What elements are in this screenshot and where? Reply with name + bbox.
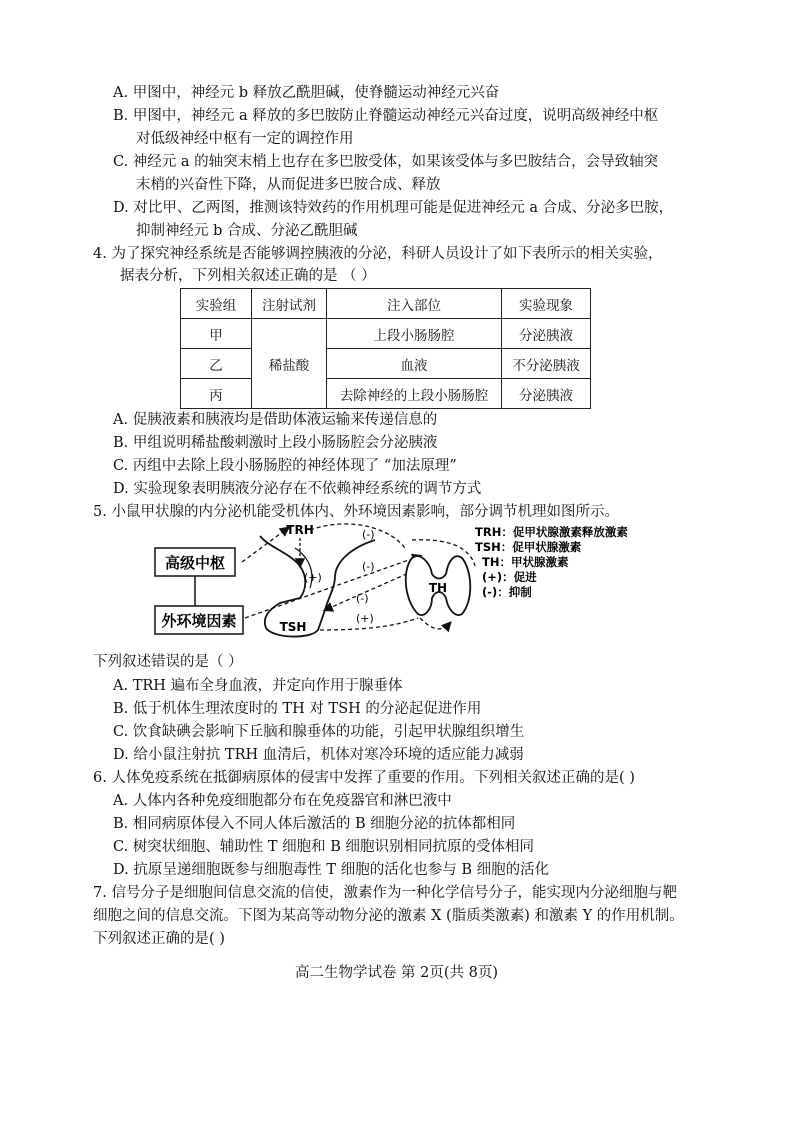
- minus-label-3: (-): [362, 528, 375, 541]
- table-header: 注入部位: [327, 289, 502, 319]
- q7-stem: 7. 信号分子是细胞间信息交流的信使，激素作为一种化学信号分子，能实现内分泌细胞与靶: [93, 885, 677, 901]
- regulation-diagram: [150, 518, 640, 648]
- q3-option-d-cont: 抑制神经元 b 合成、分泌乙酰胆碱: [136, 223, 358, 239]
- plus-label-2: (+): [356, 612, 374, 625]
- trh-label: TRH: [286, 523, 314, 537]
- table-header-row: [181, 289, 591, 319]
- q3-option-c-cont: 末梢的兴奋性下降，从而促进多巴胺合成、释放: [136, 177, 441, 193]
- q6-option-a: A. 人体内各种免疫细胞都分布在免疫器官和淋巴液中: [113, 793, 452, 809]
- minus-label-1: (-): [356, 592, 369, 605]
- table-header: 实验组: [181, 289, 252, 319]
- table-cell-result: 分泌胰液: [502, 319, 591, 349]
- table-cell-result: 分泌胰液: [502, 379, 591, 409]
- q3-option-b: B. 甲图中，神经元 a 释放的多巴胺防止脊髓运动神经元兴奋过度，说明高级神经中枢: [113, 108, 659, 124]
- table-cell-group: 甲: [181, 319, 252, 349]
- table-cell-group: 乙: [181, 349, 252, 379]
- table-row: [181, 319, 591, 349]
- q3-option-b-cont: 对低级神经中枢有一定的调控作用: [136, 131, 354, 147]
- table-row: [181, 349, 591, 379]
- q4-stem: 4. 为了探究神经系统是否能够调控胰液的分泌，科研人员设计了如下表所示的相关实验，: [93, 246, 663, 262]
- table-cell-site: 去除神经的上段小肠肠腔: [327, 379, 502, 409]
- high-center-label: 高级中枢: [164, 554, 226, 572]
- q6-stem: 6. 人体免疫系统在抵御病原体的侵害中发挥了重要的作用。下列相关叙述正确的是( ): [93, 770, 635, 786]
- q5-stem: 5. 小鼠甲状腺的内分泌机能受机体内、外环境因素影响，部分调节机理如图所示。: [93, 504, 619, 520]
- table-cell-site: 血液: [327, 349, 502, 379]
- q3-option-a: A. 甲图中，神经元 b 释放乙酰胆碱，使脊髓运动神经元兴奋: [113, 85, 500, 101]
- q6-option-d: D. 抗原呈递细胞既参与细胞毒性 T 细胞的活化也参与 B 细胞的活化: [113, 862, 550, 878]
- table-cell-result: 不分泌胰液: [502, 349, 591, 379]
- q6-option-b: B. 相同病原体侵入不同人体后激活的 B 细胞分泌的抗体都相同: [113, 816, 516, 832]
- q4-stem-cont: 据表分析，下列相关叙述正确的是 （ ）: [120, 268, 376, 284]
- tsh-label: TSH: [279, 620, 307, 634]
- legend-tsh: TSH：促甲状腺激素: [475, 540, 582, 554]
- q3-option-c: C. 神经元 a 的轴突末梢上也存在多巴胺受体，如果该受体与多巴胺结合，会导致轴突: [113, 154, 659, 170]
- legend-promote: (+)：促进: [482, 570, 537, 584]
- q6-option-c: C. 树突状细胞、辅助性 T 细胞和 B 细胞识别相同抗原的受体相同: [113, 839, 535, 855]
- q4-option-a: A. 促胰液素和胰液均是借助体液运输来传递信息的: [113, 412, 438, 428]
- q5-option-b: B. 低于机体生理浓度时的 TH 对 TSH 的分泌起促进作用: [113, 701, 482, 717]
- feedback-trh-path: [310, 524, 405, 548]
- q5-ask: 下列叙述错误的是（ ）: [93, 654, 243, 670]
- q7-stem-cont: 细胞之间的信息交流。下图为某高等动物分泌的激素 X (脂质类激素) 和激素 Y 的作用机制。: [93, 908, 684, 924]
- q4-option-b: B. 甲组说明稀盐酸刺激时上段小肠肠腔会分泌胰液: [113, 435, 438, 451]
- table-header: 注射试剂: [252, 289, 327, 319]
- plus-label: (+): [304, 571, 322, 584]
- legend-trh: TRH：促甲状腺激素释放激素: [475, 525, 628, 539]
- legend-th: TH：甲状腺激素: [482, 555, 569, 569]
- tsh-arrow: [420, 618, 450, 629]
- table-row: [181, 379, 591, 409]
- table-cell-reagent: 稀盐酸: [252, 319, 327, 409]
- q5-option-d: D. 给小鼠注射抗 TRH 血清后，机体对寒冷环境的适应能力减弱: [113, 747, 524, 763]
- environment-label: 外环境因素: [161, 612, 237, 630]
- q3-option-d: D. 对比甲、乙两图，推测该特效药的作用机理可能是促进神经元 a 合成、分泌多巴胺，: [113, 200, 674, 216]
- page-footer: 高二生物学试卷 第 2页(共 8页): [294, 965, 499, 981]
- high-to-hypothalamus-arrow: [242, 528, 288, 562]
- q5-option-a: A. TRH 遍布全身血液，并定向作用于腺垂体: [113, 678, 403, 694]
- q7-ask: 下列叙述正确的是( ): [93, 931, 225, 947]
- q5-option-c: C. 饮食缺碘会影响下丘脑和腺垂体的功能，引起甲状腺组织增生: [113, 724, 525, 740]
- q4-option-c: C. 丙组中去除上段小肠肠腔的神经体现了 “加法原理”: [113, 458, 457, 474]
- table-header: 实验现象: [502, 289, 591, 319]
- table-cell-group: 丙: [181, 379, 252, 409]
- th-label: TH: [428, 581, 448, 595]
- legend-inhibit: (-)：抑制: [482, 585, 532, 599]
- experiment-table: [180, 288, 591, 409]
- minus-label-2: (-): [362, 560, 375, 573]
- table-cell-site: 上段小肠肠腔: [327, 319, 502, 349]
- q4-option-d: D. 实验现象表明胰液分泌存在不依赖神经系统的调节方式: [113, 481, 482, 497]
